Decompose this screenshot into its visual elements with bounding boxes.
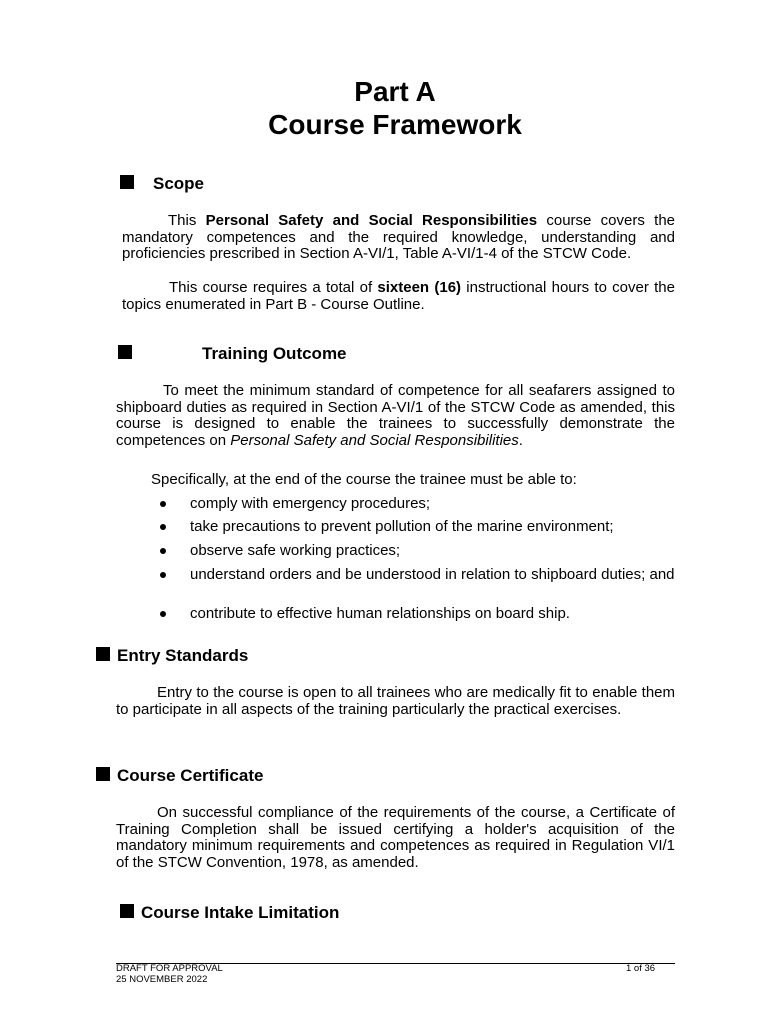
square-bullet-icon [120, 904, 134, 918]
entry-standards-heading: Entry Standards [117, 646, 249, 665]
outcome-item: observe safe working practices; [190, 542, 401, 559]
bullet-dot-icon [160, 572, 166, 578]
square-bullet-icon [96, 647, 110, 661]
footer-page-number: 1 of 36 [626, 963, 656, 974]
course-certificate-heading: Course Certificate [117, 766, 264, 785]
outcome-item: contribute to effective human relationships on board ship. [190, 605, 570, 622]
bullet-dot-icon [160, 611, 166, 617]
bullet-dot-icon [160, 548, 166, 554]
bullet-dot-icon [160, 501, 166, 507]
entry-standards-paragraph: Entry to the course is open to all trainees who are medically fit to enable them to participate in all aspects of the training particularly the practical exercises. [116, 684, 675, 718]
scope-heading: Scope [153, 174, 205, 193]
outcome-item: take precautions to prevent pollution of the marine environment; [190, 518, 614, 535]
training-outcome-paragraph: To meet the minimum standard of competence for all seafarers assigned to shipboard duties as required in Section A-VI/1 of the STCW Code as amended, this course is designed to enable the trainees to successfully demonstrate the competences on Personal Safety and Social Responsibilities. [116, 382, 675, 449]
square-bullet-icon [118, 345, 132, 359]
page-subtitle: Course Framework [268, 109, 522, 140]
page-title: Part A [354, 76, 436, 107]
scope-paragraph-1: This Personal Safety and Social Responsibilities course covers the mandatory competences and the required knowledge, understanding and proficiencies prescribed in Section A-VI/1, Table A-VI/1-4 of the STCW Code. [122, 212, 676, 262]
bullet-dot-icon [160, 524, 166, 530]
training-outcome-heading: Training Outcome [202, 344, 347, 363]
training-outcome-intro: Specifically, at the end of the course the trainee must be able to: [151, 471, 577, 488]
outcome-item: understand orders and be understood in relation to shipboard duties; and [190, 566, 675, 583]
outcome-item: comply with emergency procedures; [190, 495, 431, 512]
square-bullet-icon [96, 767, 110, 781]
footer-date: 25 NOVEMBER 2022 [116, 974, 208, 985]
course-certificate-paragraph: On successful compliance of the requirements of the course, a Certificate of Training Completion shall be issued certifying a holder's acquisition of the mandatory minimum requirements and competences as required in Regulation VI/1 of the STCW Convention, 1978, as amended. [116, 804, 675, 871]
scope-paragraph-2: This course requires a total of sixteen (16) instructional hours to cover the topics enumerated in Part B - Course Outline. [122, 279, 675, 313]
course-intake-heading: Course Intake Limitation [141, 903, 340, 922]
footer-draft-label: DRAFT FOR APPROVAL [116, 963, 223, 974]
square-bullet-icon [120, 175, 134, 189]
